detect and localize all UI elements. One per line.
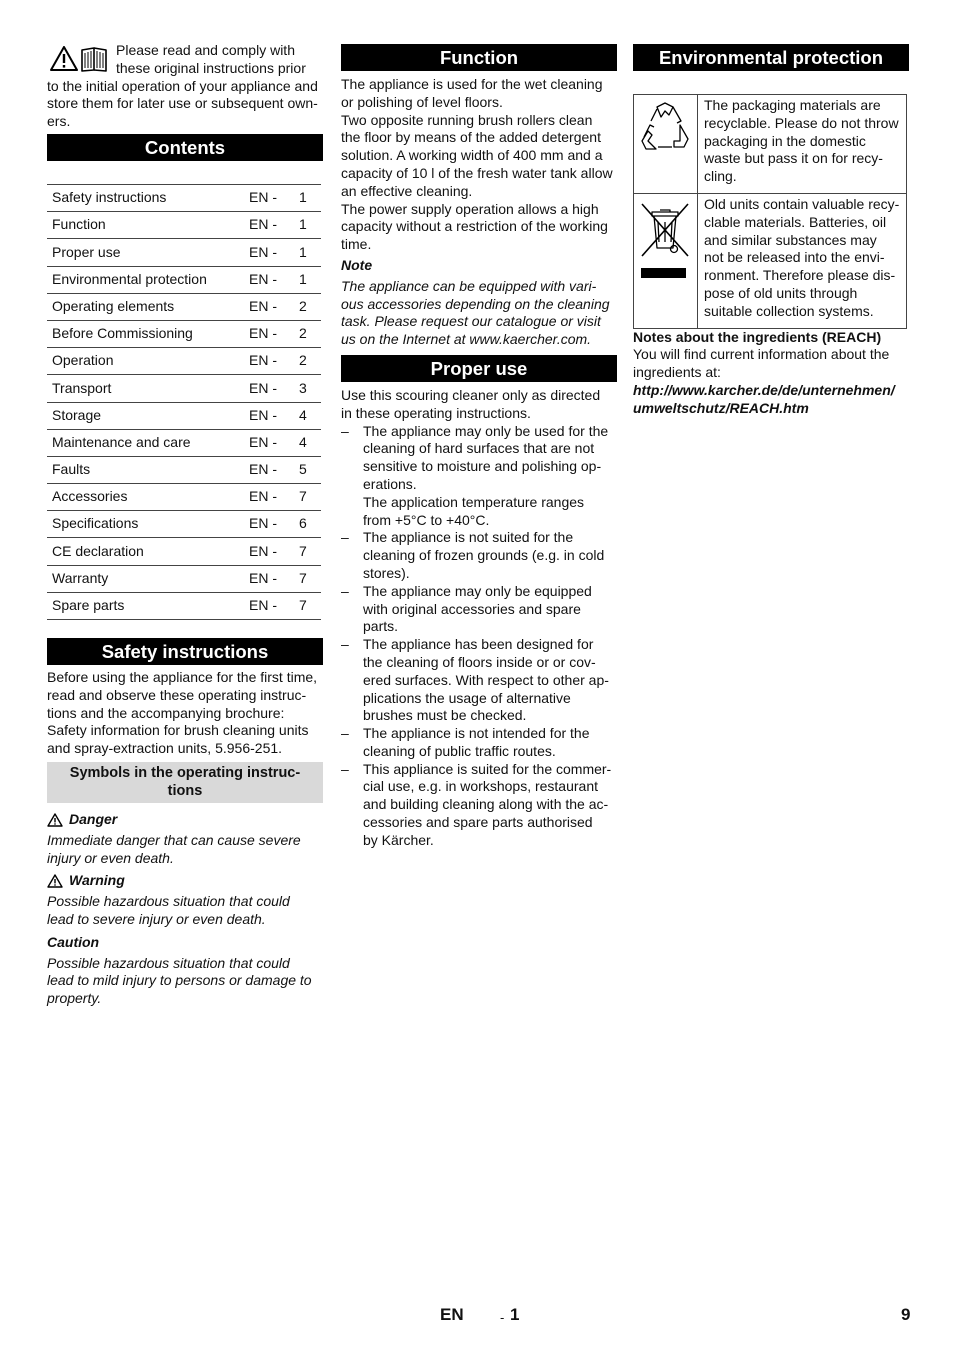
note-line: ous accessories depending on the cleaning — [341, 295, 610, 312]
env-line: clable materials. Batteries, oil — [704, 213, 887, 230]
contents-title: Operating elements — [47, 293, 249, 320]
dash-bullet: – — [341, 636, 349, 653]
contents-title: CE declaration — [47, 538, 249, 565]
contents-title: Maintenance and care — [47, 429, 249, 456]
contents-row[interactable] — [47, 538, 321, 565]
proper-use-line: and building cleaning along with the ac- — [363, 796, 609, 813]
symbols-heading — [47, 762, 323, 803]
function-line: solution. A working width of 400 mm and a — [341, 147, 603, 164]
contents-prefix: EN - — [249, 402, 299, 429]
note-text — [341, 278, 617, 349]
footer-language: EN — [440, 1305, 464, 1324]
footer-page-local: 1 — [510, 1305, 520, 1324]
dash-bullet: – — [341, 725, 349, 742]
contents-heading: Contents — [47, 134, 323, 161]
contents-row[interactable] — [47, 266, 321, 293]
contents-page: 7 — [299, 538, 321, 565]
proper-use-line: cleaning of frozen grounds (e.g. in cold — [363, 547, 605, 564]
intro-line: these original instructions prior — [116, 59, 306, 76]
warning-label: Warning — [69, 872, 125, 889]
contents-row[interactable] — [47, 320, 321, 347]
safety-line: Before using the appliance for the first time, — [47, 669, 318, 685]
contents-title: Proper use — [47, 239, 249, 266]
function-line: The power supply operation allows a high — [341, 200, 599, 217]
proper-use-line: The appliance has been designed for — [363, 636, 594, 653]
reach-link-line: umweltschutz/REACH.htm — [633, 399, 809, 416]
intro-line: ers. — [47, 112, 71, 129]
proper-use-line: This appliance is suited for the commer- — [363, 760, 612, 777]
reach-line: You will find current information about the — [633, 346, 890, 363]
contents-page: 1 — [299, 212, 321, 239]
env-line: suitable collection systems. — [704, 302, 874, 319]
proper-use-line: cleaning of public traffic routes. — [363, 742, 556, 759]
contents-prefix: EN - — [249, 538, 299, 565]
dash-bullet: – — [341, 422, 349, 439]
proper-use-line: The appliance is not suited for the — [363, 529, 574, 546]
warning-line: lead to severe injury or even death. — [47, 910, 266, 927]
contents-row[interactable] — [47, 212, 321, 239]
contents-row[interactable] — [47, 239, 321, 266]
env-line: recyclable. Please do not throw — [704, 114, 899, 131]
danger-label: Danger — [69, 810, 118, 827]
contents-row[interactable] — [47, 402, 321, 429]
contents-prefix: EN - — [249, 456, 299, 483]
env-line: packaging in the domestic — [704, 132, 866, 149]
environment-icon-cell — [634, 193, 698, 328]
proper-use-line: The appliance is not intended for the — [363, 725, 590, 742]
warning-triangle-icon — [51, 47, 77, 70]
proper-use-item — [341, 636, 617, 725]
warning-text — [47, 893, 323, 929]
dash-bullet: – — [341, 529, 349, 546]
function-line: or polishing of level floors. — [341, 93, 503, 110]
env-line: waste but pass it on for recy- — [704, 150, 883, 167]
env-line: cling. — [704, 168, 737, 185]
env-line: Old units contain valuable recy- — [704, 195, 900, 212]
contents-prefix: EN - — [249, 212, 299, 239]
environment-heading: Environmental protection — [633, 44, 909, 71]
contents-title: Warranty — [47, 565, 249, 592]
proper-use-line: The appliance may only be used for the — [363, 422, 609, 439]
function-text — [341, 76, 617, 254]
proper-use-line: cessories and spare parts authorised — [363, 814, 593, 831]
proper-use-list — [341, 423, 617, 850]
contents-title: Spare parts — [47, 592, 249, 619]
proper-use-line: brushes must be checked. — [363, 707, 527, 724]
recycling-icon — [636, 99, 694, 161]
proper-use-item — [341, 423, 617, 530]
function-line: the floor by means of the added detergent — [341, 129, 601, 146]
symbols-heading-line: Symbols in the operating instruc- — [69, 764, 301, 781]
proper-use-intro-line: Use this scouring cleaner only as directed — [341, 386, 601, 403]
environment-row — [634, 193, 907, 328]
function-line: time. — [341, 236, 372, 253]
proper-use-line: from +5°C to +40°C. — [363, 511, 490, 528]
proper-use-line: ered surfaces. With respect to other ap- — [363, 671, 609, 688]
contents-title: Operation — [47, 348, 249, 375]
contents-prefix: EN - — [249, 565, 299, 592]
warning-heading — [47, 872, 323, 890]
contents-page: 1 — [299, 239, 321, 266]
contents-page: 4 — [299, 402, 321, 429]
contents-page: 6 — [299, 511, 321, 538]
contents-prefix: EN - — [249, 484, 299, 511]
proper-use-item — [341, 725, 617, 761]
function-line: The appliance is used for the wet cleaning — [341, 76, 603, 92]
contents-row[interactable] — [47, 511, 321, 538]
crossed-out-wheelie-bin-icon — [636, 198, 694, 284]
note-line: us on the Internet at www.kaercher.com. — [341, 331, 592, 348]
footer-page-number: 9 — [901, 1305, 911, 1324]
caution-line: property. — [47, 990, 102, 1007]
contents-page: 3 — [299, 375, 321, 402]
proper-use-line: with original accessories and spare — [363, 600, 581, 617]
column-left — [47, 44, 323, 1008]
function-line: capacity of 10 l of the fresh water tank allow — [341, 164, 613, 181]
proper-use-heading: Proper use — [341, 355, 617, 382]
intro-line: Please read and comply with — [116, 42, 295, 58]
safety-line: and spray-extraction units, 5.956-251. — [47, 740, 283, 757]
contents-row[interactable] — [47, 484, 321, 511]
safety-line: Safety information for brush cleaning units — [47, 722, 309, 739]
contents-title: Specifications — [47, 511, 249, 538]
contents-row[interactable] — [47, 429, 321, 456]
manual-book-icon — [82, 48, 106, 71]
note-line: The appliance can be equipped with vari- — [341, 277, 597, 294]
contents-prefix: EN - — [249, 320, 299, 347]
caution-text — [47, 955, 323, 1008]
environment-row — [634, 95, 907, 194]
proper-use-item — [341, 583, 617, 636]
proper-use-line: parts. — [363, 618, 399, 635]
contents-page: 7 — [299, 592, 321, 619]
proper-use-line: sensitive to moisture and polishing op- — [363, 458, 602, 475]
reach-text — [633, 346, 909, 382]
contents-page: 7 — [299, 484, 321, 511]
contents-prefix: EN - — [249, 266, 299, 293]
danger-triangle-icon — [47, 813, 63, 827]
safety-heading: Safety instructions — [47, 638, 323, 665]
contents-row[interactable] — [47, 348, 321, 375]
environment-table — [633, 94, 907, 329]
contents-page: 5 — [299, 456, 321, 483]
note-label: Note — [341, 256, 373, 273]
proper-use-line: cial use, e.g. in workshops, restaurant — [363, 778, 599, 795]
contents-table — [47, 184, 321, 620]
proper-use-intro-line: in these operating instructions. — [341, 404, 531, 421]
contents-row[interactable] — [47, 185, 321, 212]
intro-icons — [50, 46, 108, 72]
danger-heading — [47, 811, 323, 829]
function-line: an effective cleaning. — [341, 182, 473, 199]
danger-text — [47, 832, 323, 868]
contents-row[interactable] — [47, 293, 321, 320]
intro-block — [47, 44, 323, 132]
proper-use-item — [341, 761, 617, 850]
proper-use-line: stores). — [363, 564, 410, 581]
contents-prefix: EN - — [249, 592, 299, 619]
contents-row[interactable] — [47, 592, 321, 619]
env-line: The packaging materials are — [704, 97, 881, 113]
column-right — [633, 44, 909, 418]
contents-page: 2 — [299, 293, 321, 320]
env-line: ronment. Therefore please dis- — [704, 267, 896, 284]
dash-bullet: – — [341, 760, 349, 777]
dash-bullet: – — [341, 582, 349, 599]
contents-title: Environmental protection — [47, 266, 249, 293]
reach-heading: Notes about the ingredients (REACH) — [633, 328, 882, 345]
danger-line: injury or even death. — [47, 849, 174, 866]
caution-line: Possible hazardous situation that could — [47, 954, 290, 971]
contents-page: 1 — [299, 185, 321, 212]
intro-line: to the initial operation of your appliance and — [47, 77, 318, 94]
contents-title: Storage — [47, 402, 249, 429]
proper-use-line: erations. — [363, 475, 417, 492]
env-line: not be released into the envi- — [704, 249, 885, 266]
environment-icon-cell — [634, 95, 698, 194]
contents-title: Safety instructions — [47, 185, 249, 212]
contents-row[interactable] — [47, 565, 321, 592]
contents-prefix: EN - — [249, 375, 299, 402]
contents-title: Function — [47, 212, 249, 239]
proper-use-line: The appliance may only be equipped — [363, 582, 592, 599]
safety-line: tions and the accompanying brochure: — [47, 704, 285, 721]
contents-page: 7 — [299, 565, 321, 592]
proper-use-line: plications the usage of alternative — [363, 689, 571, 706]
warning-line: Possible hazardous situation that could — [47, 893, 290, 910]
proper-use-intro — [341, 387, 617, 423]
contents-page: 4 — [299, 429, 321, 456]
contents-title: Faults — [47, 456, 249, 483]
reach-link[interactable] — [633, 382, 909, 418]
contents-prefix: EN - — [249, 185, 299, 212]
proper-use-line: the cleaning of floors inside or or cov- — [363, 653, 596, 670]
contents-prefix: EN - — [249, 511, 299, 538]
contents-page: 2 — [299, 320, 321, 347]
reach-link-line: http://www.karcher.de/de/unternehmen/ — [633, 381, 895, 398]
safety-text — [47, 669, 323, 758]
reach-line: ingredients at: — [633, 364, 721, 381]
environment-text-cell — [698, 193, 907, 328]
contents-page: 2 — [299, 348, 321, 375]
contents-row[interactable] — [47, 456, 321, 483]
proper-use-item — [341, 529, 617, 582]
contents-title: Before Commissioning — [47, 320, 249, 347]
symbols-heading-line: tions — [167, 782, 203, 799]
intro-line: store them for later use or subsequent own- — [47, 95, 318, 111]
proper-use-line: cleaning of hard surfaces that are not — [363, 440, 595, 457]
function-line: capacity without a restriction of the working — [341, 218, 608, 235]
env-line: pose of old units through — [704, 284, 858, 301]
proper-use-line: by Kärcher. — [363, 831, 434, 848]
contents-title: Accessories — [47, 484, 249, 511]
note-line: task. Please request our catalogue or visit — [341, 313, 601, 330]
caution-line: lead to mild injury to persons or damage to — [47, 972, 312, 989]
contents-prefix: EN - — [249, 239, 299, 266]
column-middle — [341, 44, 617, 850]
contents-page: 1 — [299, 266, 321, 293]
contents-prefix: EN - — [249, 348, 299, 375]
contents-prefix: EN - — [249, 429, 299, 456]
danger-line: Immediate danger that can cause severe — [47, 831, 301, 848]
safety-line: read and observe these operating instruc- — [47, 686, 307, 703]
function-heading: Function — [341, 44, 617, 71]
env-line: and similar substances may — [704, 231, 877, 248]
environment-text-cell — [698, 95, 907, 194]
contents-prefix: EN - — [249, 293, 299, 320]
footer-page-prefix: - — [500, 1310, 505, 1325]
proper-use-line: The application temperature ranges — [363, 493, 585, 510]
contents-title: Transport — [47, 375, 249, 402]
warning-triangle-small-icon — [47, 874, 63, 888]
caution-label: Caution — [47, 933, 100, 950]
function-line: Two opposite running brush rollers clean — [341, 111, 593, 128]
contents-row[interactable] — [47, 375, 321, 402]
